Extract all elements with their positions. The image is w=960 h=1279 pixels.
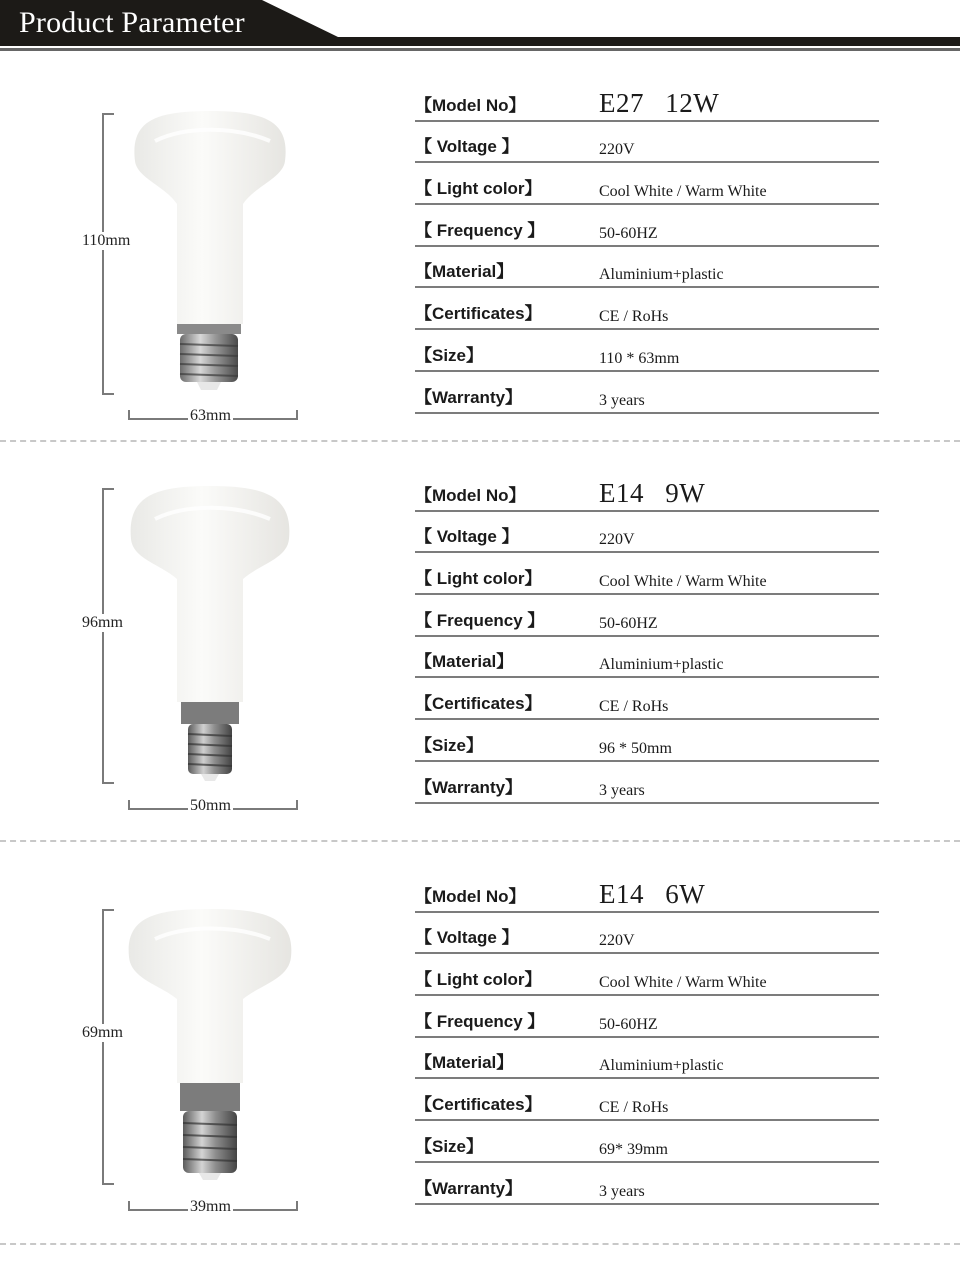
spec-row-certificates <box>415 288 879 330</box>
spec-key: 【 Frequency 】 <box>415 1011 545 1031</box>
model-number: E14 9W <box>599 477 706 508</box>
spec-row-model-no <box>415 871 879 913</box>
spec-value: 220V <box>599 932 635 950</box>
spec-row-voltage <box>415 122 879 164</box>
spec-key: 【Material】 <box>415 652 514 672</box>
spec-value: Cool White / Warm White <box>599 573 767 591</box>
spec-table <box>415 871 879 1205</box>
spec-value: 96 * 50mm <box>599 739 672 757</box>
spec-key: 【 Voltage 】 <box>415 928 519 948</box>
bulb-image-e14 <box>125 484 295 784</box>
spec-row-model-no <box>415 470 879 512</box>
spec-row-frequency <box>415 996 879 1038</box>
spec-row-voltage <box>415 512 879 554</box>
spec-row-warranty <box>415 762 879 804</box>
spec-value: 3 years <box>599 391 645 409</box>
section-divider <box>0 840 960 842</box>
spec-row-light-color <box>415 553 879 595</box>
bulb-image-e14-small <box>125 907 295 1187</box>
spec-row-certificates <box>415 678 879 720</box>
width-label: 63mm <box>190 407 231 424</box>
spec-key: 【 Light color】 <box>415 970 542 990</box>
spec-value: 50-60HZ <box>599 1015 658 1033</box>
spec-key: 【 Light color】 <box>415 569 542 589</box>
header-banner <box>0 0 960 52</box>
spec-key: 【Size】 <box>415 1136 484 1156</box>
spec-value: 69* 39mm <box>599 1140 668 1158</box>
spec-row-size <box>415 720 879 762</box>
spec-table <box>415 470 879 804</box>
spec-value: CE / RoHs <box>599 1099 669 1117</box>
spec-key: 【Certificates】 <box>415 304 542 324</box>
spec-value: Cool White / Warm White <box>599 183 767 201</box>
height-dimension-line <box>102 488 114 784</box>
spec-row-certificates <box>415 1079 879 1121</box>
product-section-e14-6w <box>0 871 960 1261</box>
spec-key: 【 Frequency 】 <box>415 220 545 240</box>
spec-key: 【Certificates】 <box>415 1095 542 1115</box>
section-divider <box>0 1243 960 1245</box>
spec-value: Aluminium+plastic <box>599 266 724 284</box>
model-number: E14 6W <box>599 878 706 909</box>
spec-row-size <box>415 330 879 372</box>
spec-value: 3 years <box>599 781 645 799</box>
spec-row-light-color <box>415 163 879 205</box>
height-label: 110mm <box>82 232 131 249</box>
spec-key: 【Model No】 <box>415 485 526 505</box>
spec-table <box>415 80 879 414</box>
spec-row-material <box>415 637 879 679</box>
spec-row-size <box>415 1121 879 1163</box>
page-title: Product Parameter <box>19 6 245 39</box>
spec-key: 【Material】 <box>415 1053 514 1073</box>
spec-key: 【Size】 <box>415 345 484 365</box>
spec-value: CE / RoHs <box>599 698 669 716</box>
spec-value: Aluminium+plastic <box>599 656 724 674</box>
spec-value: 50-60HZ <box>599 614 658 632</box>
model-number: E27 12W <box>599 87 720 118</box>
spec-row-warranty <box>415 372 879 414</box>
spec-row-material <box>415 1038 879 1080</box>
spec-key: 【Size】 <box>415 735 484 755</box>
spec-row-light-color <box>415 954 879 996</box>
section-divider <box>0 440 960 442</box>
bulb-image-e27 <box>125 106 295 396</box>
height-label: 96mm <box>82 614 123 631</box>
height-dimension-line <box>102 113 114 395</box>
spec-key: 【 Frequency 】 <box>415 610 545 630</box>
spec-key: 【 Light color】 <box>415 179 542 199</box>
spec-key: 【Model No】 <box>415 95 526 115</box>
spec-value: 3 years <box>599 1182 645 1200</box>
spec-value: Cool White / Warm White <box>599 974 767 992</box>
product-section-e27-12w <box>0 80 960 470</box>
spec-value: 220V <box>599 531 635 549</box>
height-dimension-line <box>102 909 114 1185</box>
spec-value: CE / RoHs <box>599 308 669 326</box>
product-section-e14-9w <box>0 470 960 860</box>
spec-value: 220V <box>599 141 635 159</box>
spec-key: 【 Voltage 】 <box>415 527 519 547</box>
spec-key: 【Warranty】 <box>415 387 523 407</box>
width-label: 50mm <box>190 797 231 814</box>
spec-row-material <box>415 247 879 289</box>
spec-value: Aluminium+plastic <box>599 1057 724 1075</box>
spec-key: 【Model No】 <box>415 886 526 906</box>
spec-row-frequency <box>415 205 879 247</box>
spec-key: 【Warranty】 <box>415 1178 523 1198</box>
spec-value: 110 * 63mm <box>599 349 680 367</box>
spec-key: 【Certificates】 <box>415 694 542 714</box>
spec-key: 【 Voltage 】 <box>415 137 519 157</box>
spec-value: 50-60HZ <box>599 224 658 242</box>
spec-key: 【Warranty】 <box>415 777 523 797</box>
spec-row-voltage <box>415 913 879 955</box>
spec-row-model-no <box>415 80 879 122</box>
spec-key: 【Material】 <box>415 262 514 282</box>
spec-row-frequency <box>415 595 879 637</box>
spec-row-warranty <box>415 1163 879 1205</box>
height-label: 69mm <box>82 1024 123 1041</box>
width-label: 39mm <box>190 1198 231 1215</box>
